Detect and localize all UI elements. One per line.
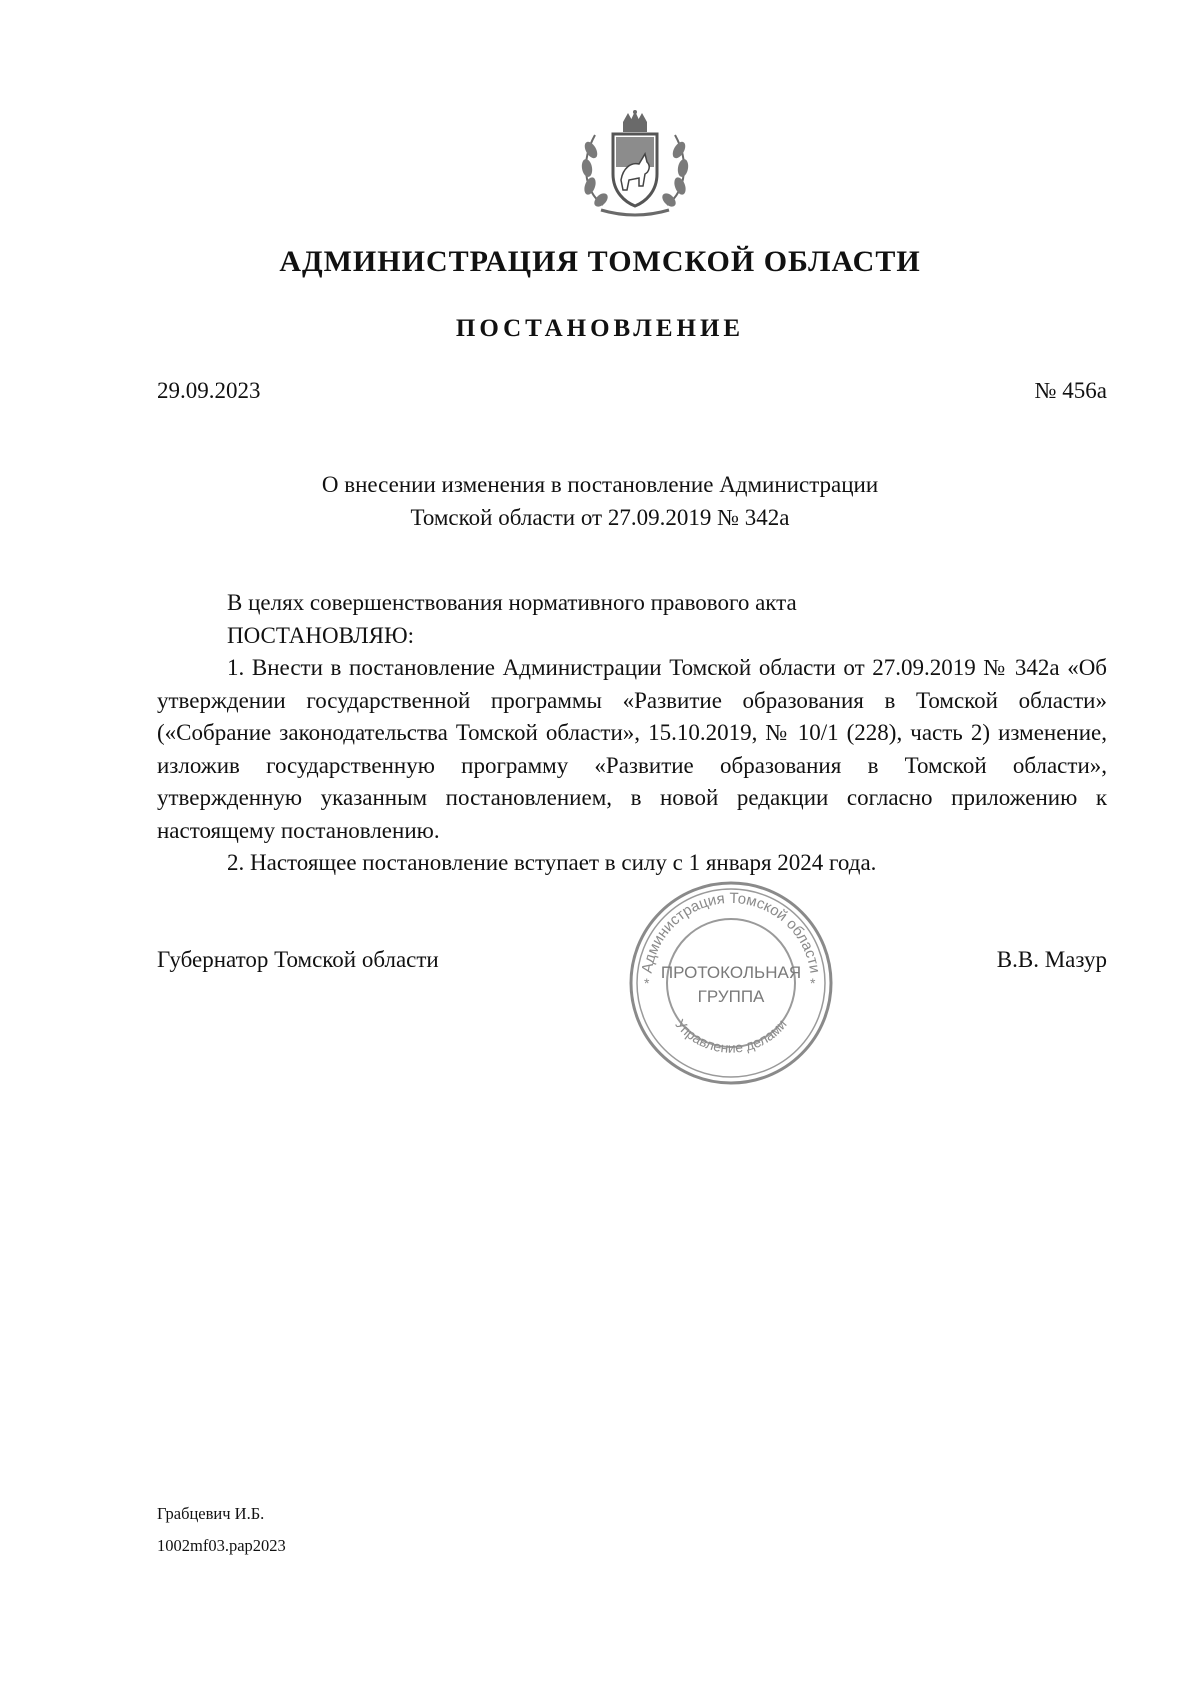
file-code: 1002mf03.pap2023 xyxy=(157,1536,286,1555)
preamble-paragraph: В целях совершенствования нормативного правового акта xyxy=(227,590,797,615)
signer-name: В.В. Мазур xyxy=(996,947,1107,972)
item-1-paragraph: 1. Внести в постановление Администрации Томской области от 27.09.2019 № 342а «Об утверждении государственной программы «Развитие образования в Томской области» («Собрание законодательства Томской области», 15.10.2019, № 10/1 (228), часть 2) изменение, изложив государственную программу «Развитие образования в Томской области», утвержденную указанным постановлением, в новой редакции согласно приложению к настоящему постановлению. xyxy=(157,655,1107,843)
subject-line-1: О внесении изменения в постановление Администрации xyxy=(321,472,879,497)
document-subject xyxy=(0,468,1200,534)
item-2-paragraph: 2. Настоящее постановление вступает в силу с 1 января 2024 года. xyxy=(227,850,877,875)
stamp-center-line-1: ПРОТОКОЛЬНАЯ xyxy=(660,963,802,982)
organization-title: АДМИНИСТРАЦИЯ ТОМСКОЙ ОБЛАСТИ xyxy=(279,245,921,278)
subject-line-2: Томской области от 27.09.2019 № 342а xyxy=(410,505,790,530)
document-date: 29.09.2023 xyxy=(157,378,261,403)
document-number: № 456а xyxy=(1034,378,1107,403)
stamp-center-line-2: ГРУППА xyxy=(697,987,765,1006)
stamp-ring-top-text: Администрация Томской области xyxy=(638,889,824,975)
signer-position: Губернатор Томской области xyxy=(157,947,439,972)
coat-of-arms-icon xyxy=(573,110,697,220)
stamp-star-right: * xyxy=(810,975,816,991)
stamp-star-left: * xyxy=(644,975,650,991)
decree-word: ПОСТАНОВЛЯЮ: xyxy=(227,622,415,648)
document-body xyxy=(157,587,1107,880)
stamp-ring-bottom-text: Управление делами xyxy=(672,1016,790,1056)
official-stamp-icon xyxy=(626,878,836,1088)
executor-name: Грабцевич И.Б. xyxy=(157,1504,265,1523)
document-type: ПОСТАНОВЛЕНИЕ xyxy=(455,315,745,342)
